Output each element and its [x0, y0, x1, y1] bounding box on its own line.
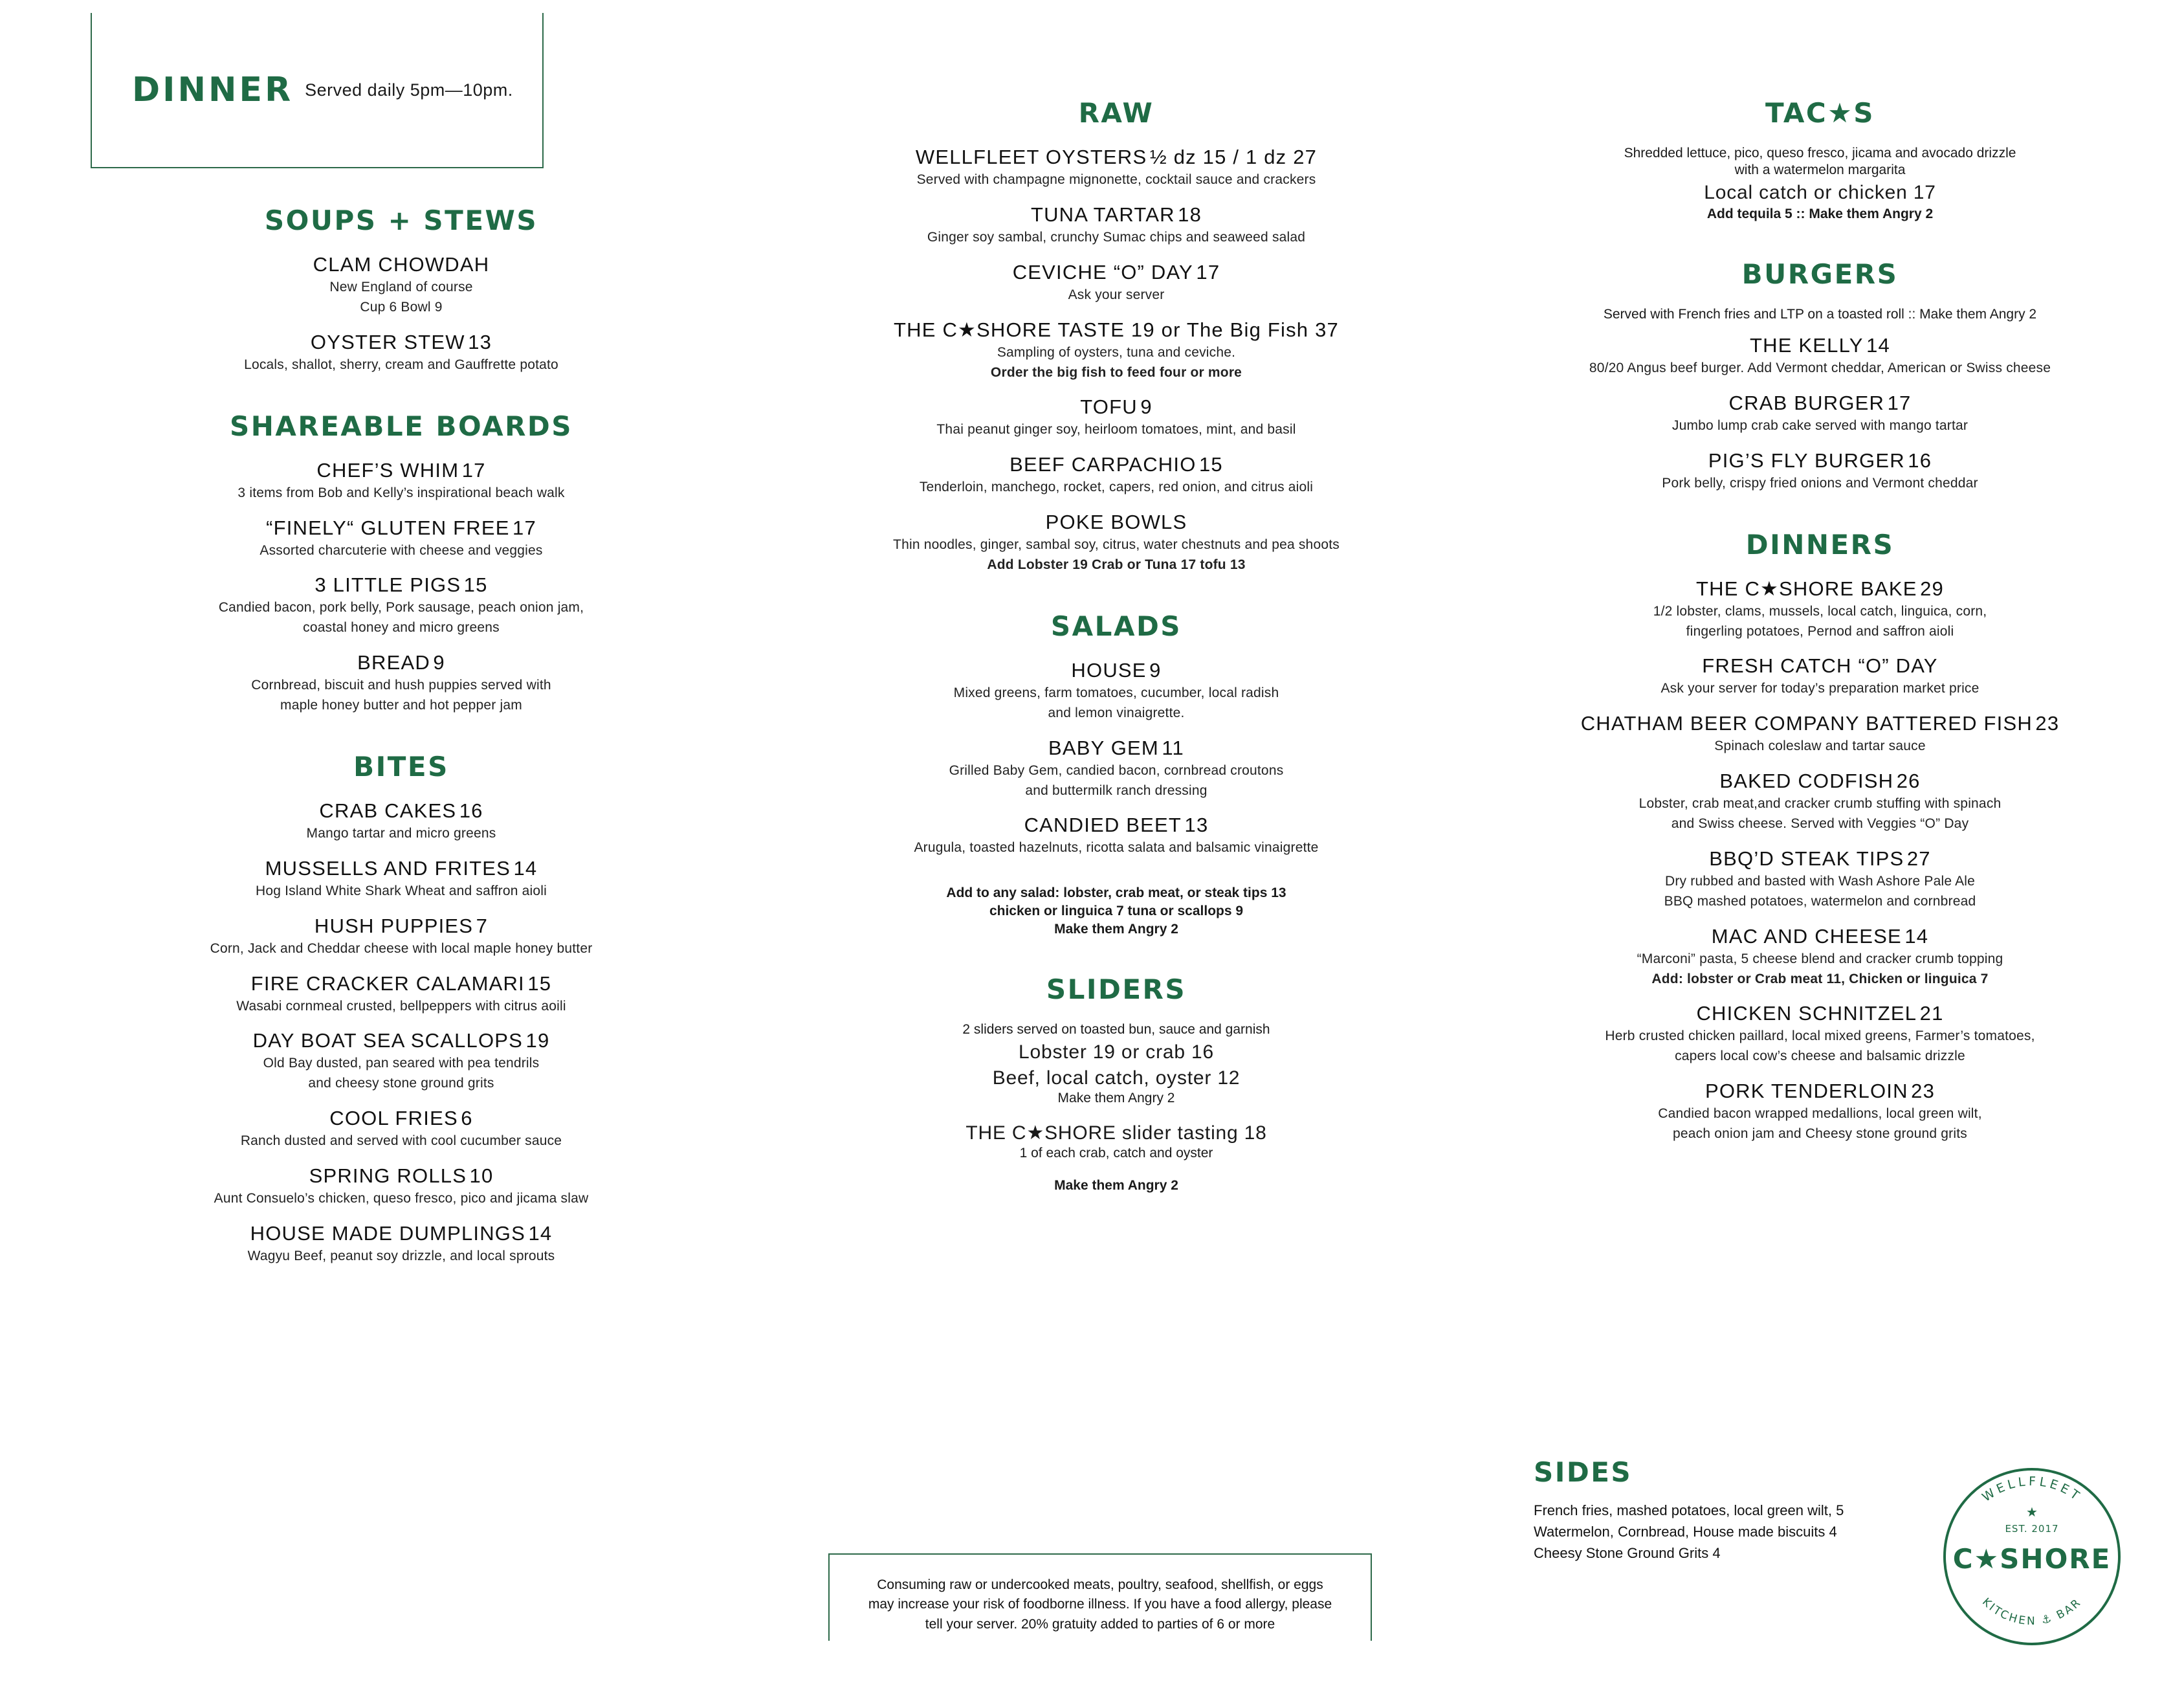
item-description: Lobster, crab meat,and cracker crumb stuffing with spinach: [1638, 796, 2002, 812]
item-price: 14: [1866, 334, 1890, 357]
section-heading-bites: BITES: [353, 750, 449, 783]
item-description: Dry rubbed and basted with Wash Ashore Pale Ale: [1664, 873, 1976, 889]
sliders-line-5: 1 of each crab, catch and oyster: [1019, 1146, 1213, 1161]
item-description: Ask your server for today’s preparation market price: [1660, 681, 1980, 696]
item-name: BREAD: [357, 651, 430, 674]
salad-addon-line-3: Make them Angry 2: [1054, 922, 1178, 937]
item-price: 14: [513, 856, 538, 880]
disclaimer-line-2: may increase your risk of foodborne illness. If you have a food allergy, please: [868, 1597, 1332, 1612]
item-price: 9: [1149, 658, 1162, 682]
item-price: 15: [527, 972, 552, 995]
item-name: TUNA TARTAR: [1030, 203, 1175, 226]
item-name: TOFU: [1080, 395, 1138, 419]
logo-star: ★: [2026, 1504, 2038, 1520]
item-name: THE KELLY: [1750, 334, 1864, 357]
item-description-2: Add Lobster 19 Crab or Tuna 17 tofu 13: [987, 557, 1246, 572]
item-description: Wagyu Beef, peanut soy drizzle, and local sprouts: [247, 1248, 555, 1263]
item-description-2: BBQ mashed potatoes, watermelon and cornbread: [1664, 893, 1976, 909]
item-description: 1/2 lobster, clams, mussels, local catch, linguica, corn,: [1653, 603, 1987, 619]
menu-item: [91, 915, 712, 958]
sides-line-3: Cheesy Stone Ground Grits 4: [1534, 1545, 1721, 1561]
item-price: 15: [1198, 453, 1223, 476]
item-description: Old Bay dusted, pan seared with pea tendrils: [263, 1056, 540, 1071]
menu-item: [91, 799, 712, 843]
item-description: Cornbread, biscuit and hush puppies served with: [251, 678, 551, 693]
item-price: 23: [2035, 712, 2060, 735]
section-heading-tacos: TAC★S: [1765, 97, 1875, 129]
menu-item: [1508, 847, 2132, 911]
sliders-line-2: Beef, local catch, oyster 12: [992, 1067, 1241, 1089]
menu-item: [91, 651, 712, 715]
tacos-line-2: Add tequila 5 :: Make them Angry 2: [1706, 206, 1934, 221]
item-name: THE C★SHORE TASTE 19 or The Big Fish 37: [894, 318, 1339, 341]
menu-item: [777, 659, 1456, 722]
item-description: Thai peanut ginger soy, heirloom tomatoes, mint, and basil: [936, 422, 1296, 438]
item-name: BAKED CODFISH: [1719, 770, 1894, 793]
item-name: HUSH PUPPIES: [314, 914, 474, 937]
item-price: 9: [433, 651, 445, 674]
item-name: OYSTER STEW: [310, 330, 465, 353]
item-description: Candied bacon, pork belly, Pork sausage, peach onion jam,: [218, 600, 584, 616]
tacos-line-1: Local catch or chicken 17: [1704, 182, 1936, 203]
item-description: Arugula, toasted hazelnuts, ricotta salata and balsamic vinaigrette: [914, 840, 1319, 856]
menu-item: [777, 261, 1456, 304]
item-description: Hog Island White Shark Wheat and saffron aioli: [255, 883, 547, 898]
item-description: Wasabi cornmeal crusted, bellpeppers with citrus aoili: [236, 998, 566, 1014]
section-heading-sliders: SLIDERS: [1046, 973, 1187, 1006]
item-price: 10: [469, 1164, 494, 1187]
item-price: 15: [463, 573, 488, 597]
menu-item: [1508, 334, 2132, 377]
item-name: CRAB BURGER: [1728, 391, 1885, 414]
item-description: 3 items from Bob and Kelly’s inspirational beach walk: [237, 485, 565, 500]
menu-item: [91, 972, 712, 1016]
section-heading-raw: RAW: [1078, 97, 1154, 129]
svg-text:WELLFLEET: [1980, 1474, 2084, 1505]
menu-item: [777, 453, 1456, 496]
sliders-line-3: Make them Angry 2: [1057, 1091, 1175, 1106]
item-name: BBQ’D STEAK TIPS: [1709, 847, 1904, 870]
item-price: 11: [1162, 736, 1185, 759]
item-price: 17: [461, 458, 486, 482]
item-price: 13: [468, 330, 492, 353]
dinner-header-box: [91, 13, 544, 168]
page-title: DINNER: [132, 71, 294, 109]
item-description: Ginger soy sambal, crunchy Sumac chips and seaweed salad: [927, 229, 1306, 245]
item-name: CHEF’S WHIM: [316, 458, 459, 482]
menu-item: [91, 1029, 712, 1093]
item-name: DAY BOAT SEA SCALLOPS: [252, 1029, 524, 1052]
column-left: [0, 0, 751, 1699]
page-subtitle: Served daily 5pm—10pm.: [305, 80, 513, 100]
item-price: 17: [1196, 260, 1220, 283]
item-description-2: and cheesy stone ground grits: [308, 1076, 494, 1091]
menu-item: [91, 516, 712, 560]
item-description-2: Order the big fish to feed four or more: [990, 364, 1242, 380]
item-price: 19: [525, 1029, 550, 1052]
item-price: 17: [513, 516, 536, 539]
sliders-line-6: Make them Angry 2: [1054, 1178, 1178, 1194]
sides-block: [1534, 1456, 1935, 1564]
menu-item: [91, 857, 712, 900]
menu-item: [91, 1222, 712, 1265]
item-description-2: coastal honey and micro greens: [303, 620, 500, 636]
disclaimer-line-3: tell your server. 20% gratuity added to parties of 6 or more: [925, 1616, 1275, 1632]
item-description: Ask your server: [1068, 287, 1165, 302]
item-description: Sampling of oysters, tuna and ceviche.: [997, 344, 1236, 360]
item-price: 17: [1887, 391, 1912, 414]
item-description-2: Cup 6 Bowl 9: [360, 299, 443, 315]
item-name: CLAM CHOWDAH: [313, 253, 490, 276]
item-description-2: capers local cow’s cheese and balsamic drizzle: [1675, 1049, 1965, 1064]
item-price: 14: [1904, 924, 1929, 948]
burgers-intro: Served with French fries and LTP on a toasted roll :: Make them Angry 2: [1603, 307, 2037, 322]
section-heading-boards: SHAREABLE BOARDS: [229, 410, 573, 442]
menu-item: [777, 395, 1456, 439]
item-name: FRESH CATCH “O” DAY: [1702, 654, 1938, 678]
menu-item: [1508, 449, 2132, 493]
item-price: 27: [1906, 847, 1931, 870]
sliders-line-4: THE C★SHORE slider tasting 18: [965, 1122, 1267, 1144]
item-description: Corn, Jack and Cheddar cheese with local maple honey butter: [210, 940, 593, 956]
item-price: 21: [1919, 1002, 1944, 1025]
item-description: Served with champagne mignonette, cocktail sauce and crackers: [916, 172, 1316, 187]
item-description: Locals, shallot, sherry, cream and Gauffrette potato: [244, 357, 558, 372]
menu-item: [91, 1107, 712, 1150]
item-name: COOL FRIES: [329, 1107, 458, 1130]
section-heading-sides: SIDES: [1534, 1456, 1633, 1488]
item-price: 23: [1911, 1080, 1936, 1103]
logo-top-text: WELLFLEET: [1980, 1474, 2085, 1505]
item-description-2: peach onion jam and Cheesy stone ground grits: [1673, 1126, 1967, 1141]
disclaimer-box: [828, 1553, 1372, 1641]
menu-item: [1508, 1002, 2132, 1065]
item-name: CHATHAM BEER COMPANY BATTERED FISH: [1580, 712, 2033, 735]
item-description: 80/20 Angus beef burger. Add Vermont cheddar, American or Swiss cheese: [1589, 361, 2051, 375]
sides-line-2: Watermelon, Cornbread, House made biscuits 4: [1534, 1524, 1837, 1540]
menu-item: [1508, 1080, 2132, 1143]
cshore-logo: [1935, 1460, 2129, 1654]
menu-item: [777, 814, 1456, 857]
item-name: PIG’S FLY BURGER: [1708, 449, 1905, 472]
menu-item: [1508, 392, 2132, 435]
item-description: New England of course: [329, 280, 473, 294]
section-heading-dinners: DINNERS: [1745, 528, 1895, 561]
item-name: CANDIED BEET: [1024, 814, 1182, 837]
item-name: SPRING ROLLS: [309, 1164, 467, 1187]
menu-item: [777, 511, 1456, 574]
item-price: ½ dz 15 / 1 dz 27: [1149, 146, 1318, 168]
menu-item: [91, 1164, 712, 1208]
menu-item: [777, 146, 1456, 189]
menu-item: [1508, 654, 2132, 698]
item-price: 29: [1920, 577, 1944, 600]
item-description: Pork belly, crispy fried onions and Vermont cheddar: [1662, 475, 1978, 491]
disclaimer-line-1: Consuming raw or undercooked meats, poultry, seafood, shellfish, or eggs: [877, 1577, 1323, 1592]
section-heading-burgers: BURGERS: [1741, 258, 1899, 290]
column-middle: [751, 0, 1482, 1699]
tacos-description-2: with a watermelon margarita: [1734, 162, 1906, 177]
item-description: Jumbo lump crab cake served with mango tartar: [1671, 417, 1969, 433]
item-description: Grilled Baby Gem, candied bacon, cornbread croutons: [949, 762, 1284, 778]
menu-item: [91, 459, 712, 502]
item-price: 7: [476, 914, 489, 937]
logo-bottom-text: KITCHEN ⚓ BAR: [1979, 1595, 2085, 1628]
item-name: HOUSE: [1071, 658, 1147, 682]
item-name: MUSSELLS AND FRITES: [265, 856, 511, 880]
item-description: Candied bacon wrapped medallions, local green wilt,: [1658, 1106, 1982, 1122]
item-name: BABY GEM: [1048, 736, 1159, 759]
menu-item: [1508, 925, 2132, 988]
item-description-2: and Swiss cheese. Served with Veggies “O” Day: [1671, 816, 1969, 831]
item-name: BEEF CARPACHIO: [1009, 453, 1197, 476]
item-description-2: maple honey butter and hot pepper jam: [280, 698, 522, 713]
salad-addon-line-1: Add to any salad: lobster, crab meat, or steak tips 13: [946, 885, 1286, 901]
section-heading-soups: SOUPS + STEWS: [264, 205, 538, 236]
column-right: [1482, 0, 2184, 1699]
item-name: CRAB CAKES: [319, 799, 457, 822]
item-name: HOUSE MADE DUMPLINGS: [250, 1221, 525, 1245]
item-price: 16: [459, 799, 483, 822]
item-description: Mixed greens, farm tomatoes, cucumber, local radish: [953, 685, 1279, 700]
item-price: 6: [461, 1107, 473, 1130]
menu-item: [1508, 712, 2132, 755]
item-price: 18: [1178, 203, 1202, 226]
item-description: Assorted charcuterie with cheese and veggies: [259, 542, 543, 558]
item-description: Herb crusted chicken paillard, local mixed greens, Farmer’s tomatoes,: [1605, 1028, 2035, 1044]
menu-item: [91, 331, 712, 374]
salad-addon-line-2: chicken or linguica 7 tuna or scallops 9: [989, 904, 1244, 919]
item-description: Spinach coleslaw and tartar sauce: [1714, 738, 1926, 754]
item-description-2: fingerling potatoes, Pernod and saffron aioli: [1686, 623, 1954, 639]
section-heading-salads: SALADS: [1050, 610, 1182, 642]
item-description: Tenderloin, manchego, rocket, capers, red onion, and citrus aioli: [919, 480, 1314, 495]
item-description: Thin noodles, ginger, sambal soy, citrus, water chestnuts and pea shoots: [893, 537, 1340, 553]
item-description: Aunt Consuelo’s chicken, queso fresco, pico and jicama slaw: [214, 1191, 589, 1206]
menu-item: [91, 573, 712, 637]
sliders-intro: 2 sliders served on toasted bun, sauce and garnish: [962, 1022, 1270, 1038]
item-name: CEVICHE “O” DAY: [1012, 260, 1193, 283]
menu-item: [1508, 577, 2132, 641]
item-price: 16: [1908, 449, 1932, 472]
item-price: 9: [1140, 395, 1153, 419]
svg-text:KITCHEN ⚓ BAR: [1980, 1595, 2084, 1628]
item-name: WELLFLEET OYSTERS: [915, 146, 1147, 168]
item-price: 26: [1896, 770, 1921, 793]
item-name: PORK TENDERLOIN: [1704, 1080, 1908, 1103]
item-name: “FINELY“ GLUTEN FREE: [266, 516, 510, 539]
item-price: 14: [528, 1221, 553, 1245]
logo-name: C★SHORE: [1952, 1543, 2112, 1575]
menu-item: [777, 318, 1456, 382]
item-name: THE C★SHORE BAKE: [1696, 577, 1917, 600]
item-name: POKE BOWLS: [1045, 511, 1187, 534]
item-description: “Marconi” pasta, 5 cheese blend and cracker crumb topping: [1637, 951, 2003, 966]
item-name: MAC AND CHEESE: [1711, 924, 1902, 948]
item-description-2: and buttermilk ranch dressing: [1025, 783, 1208, 798]
item-name: CHICKEN SCHNITZEL: [1696, 1002, 1917, 1025]
sliders-line-1: Lobster 19 or crab 16: [1019, 1041, 1214, 1063]
item-name: 3 LITTLE PIGS: [314, 573, 461, 597]
item-description-2: Add: lobster or Crab meat 11, Chicken or linguica 7: [1651, 971, 1989, 986]
menu-item: [777, 203, 1456, 247]
menu-item: [91, 253, 712, 316]
item-description-2: and lemon vinaigrette.: [1048, 705, 1185, 720]
menu-item: [777, 737, 1456, 800]
item-name: FIRE CRACKER CALAMARI: [250, 972, 525, 995]
item-description: Mango tartar and micro greens: [306, 825, 496, 841]
item-description: Ranch dusted and served with cool cucumber sauce: [240, 1133, 562, 1149]
menu-item: [1508, 770, 2132, 833]
item-price: 13: [1184, 814, 1209, 837]
sides-line-1: French fries, mashed potatoes, local green wilt, 5: [1534, 1502, 1844, 1518]
tacos-description-1: Shredded lettuce, pico, queso fresco, jicama and avocado drizzle: [1624, 146, 2016, 161]
logo-est: EST. 2017: [2005, 1523, 2059, 1535]
